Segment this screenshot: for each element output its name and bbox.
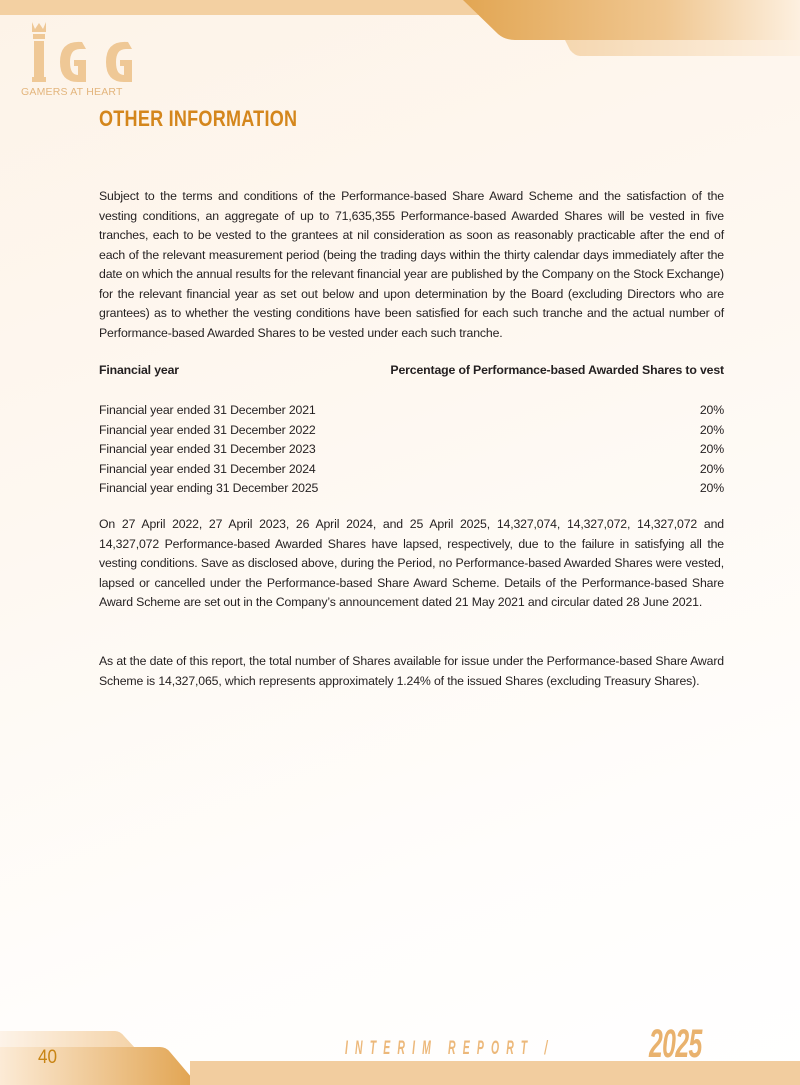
paragraph-vesting-terms: Subject to the terms and conditions of the Performance-based Share Award Scheme and the satisfaction of the vesting conditions, an aggregate of up to 71,635,355 Performance-based Awarded Shares will be vested in five tranches, each to be vested to the grantees at nil consideration as soon as reasonably practicable after the end of each of the relevant measurement period (being the trading days within the thirty calendar days immediately after the date on which the annual results for the relevant financial year are published by the Company on the Stock Exchange) for the relevant financial year as set out below and upon determination by the Board (excluding Directors who are grantees) as to whether the vesting conditions have been satisfied for each such tranche and the actual number of Performance-based Awarded Shares to be vested under each such tranche. [99,189,724,340]
paragraph-lapsed-shares: On 27 April 2022, 27 April 2023, 26 April 2024, and 25 April 2025, 14,327,074, 14,327,072, 14,327,072 and 14,327,072 Performance-based Awarded Shares have lapsed, respectively, due to the failure in satisfying all the vesting conditions. Save as disclosed above, during the Period, no Performance-based Awarded Shares were vested, lapsed or cancelled under the Performance-based Share Award Scheme. Details of the Performance-based Share Award Scheme are set out in the Company’s announcement dated 21 May 2021 and circular dated 28 June 2021. [99,517,724,609]
row-percentage: 20% [699,422,724,437]
table-row [99,479,724,499]
table-row [99,440,724,460]
section-title: OTHER INFORMATION [99,106,298,131]
row-year: Financial year ended 31 December 2021 [99,403,316,417]
row-year: Financial year ended 31 December 2023 [99,442,316,457]
logo-tagline: GAMERS AT HEART [21,86,123,98]
table-header [99,363,724,377]
row-percentage: 20% [699,442,724,457]
report-label: INTERIM REPORT / [345,1038,555,1059]
column-header-percentage: Percentage of Performance-based Awarded Shares to vest [390,363,724,377]
report-year: 2025 [649,1022,702,1066]
table-row [99,421,724,441]
row-year: Financial year ending 31 December 2025 [99,481,319,496]
paragraph-shares-available: As at the date of this report, the total number of Shares available for issue under the Performance-based Share Award Scheme is 14,327,065, which represents approximately 1.24% of the issued Shares (excluding Treasury Shares). [99,654,724,688]
row-percentage: 20% [699,461,724,476]
column-header-financial-year: Financial year [99,363,179,377]
row-percentage: 20% [699,481,724,496]
row-year: Financial year ended 31 December 2024 [99,461,316,476]
row-percentage: 20% [699,403,724,417]
row-year: Financial year ended 31 December 2022 [99,422,316,437]
table-row [99,401,724,421]
vesting-table [99,401,724,499]
table-row [99,460,724,480]
page-number: 40 [38,1047,58,1068]
